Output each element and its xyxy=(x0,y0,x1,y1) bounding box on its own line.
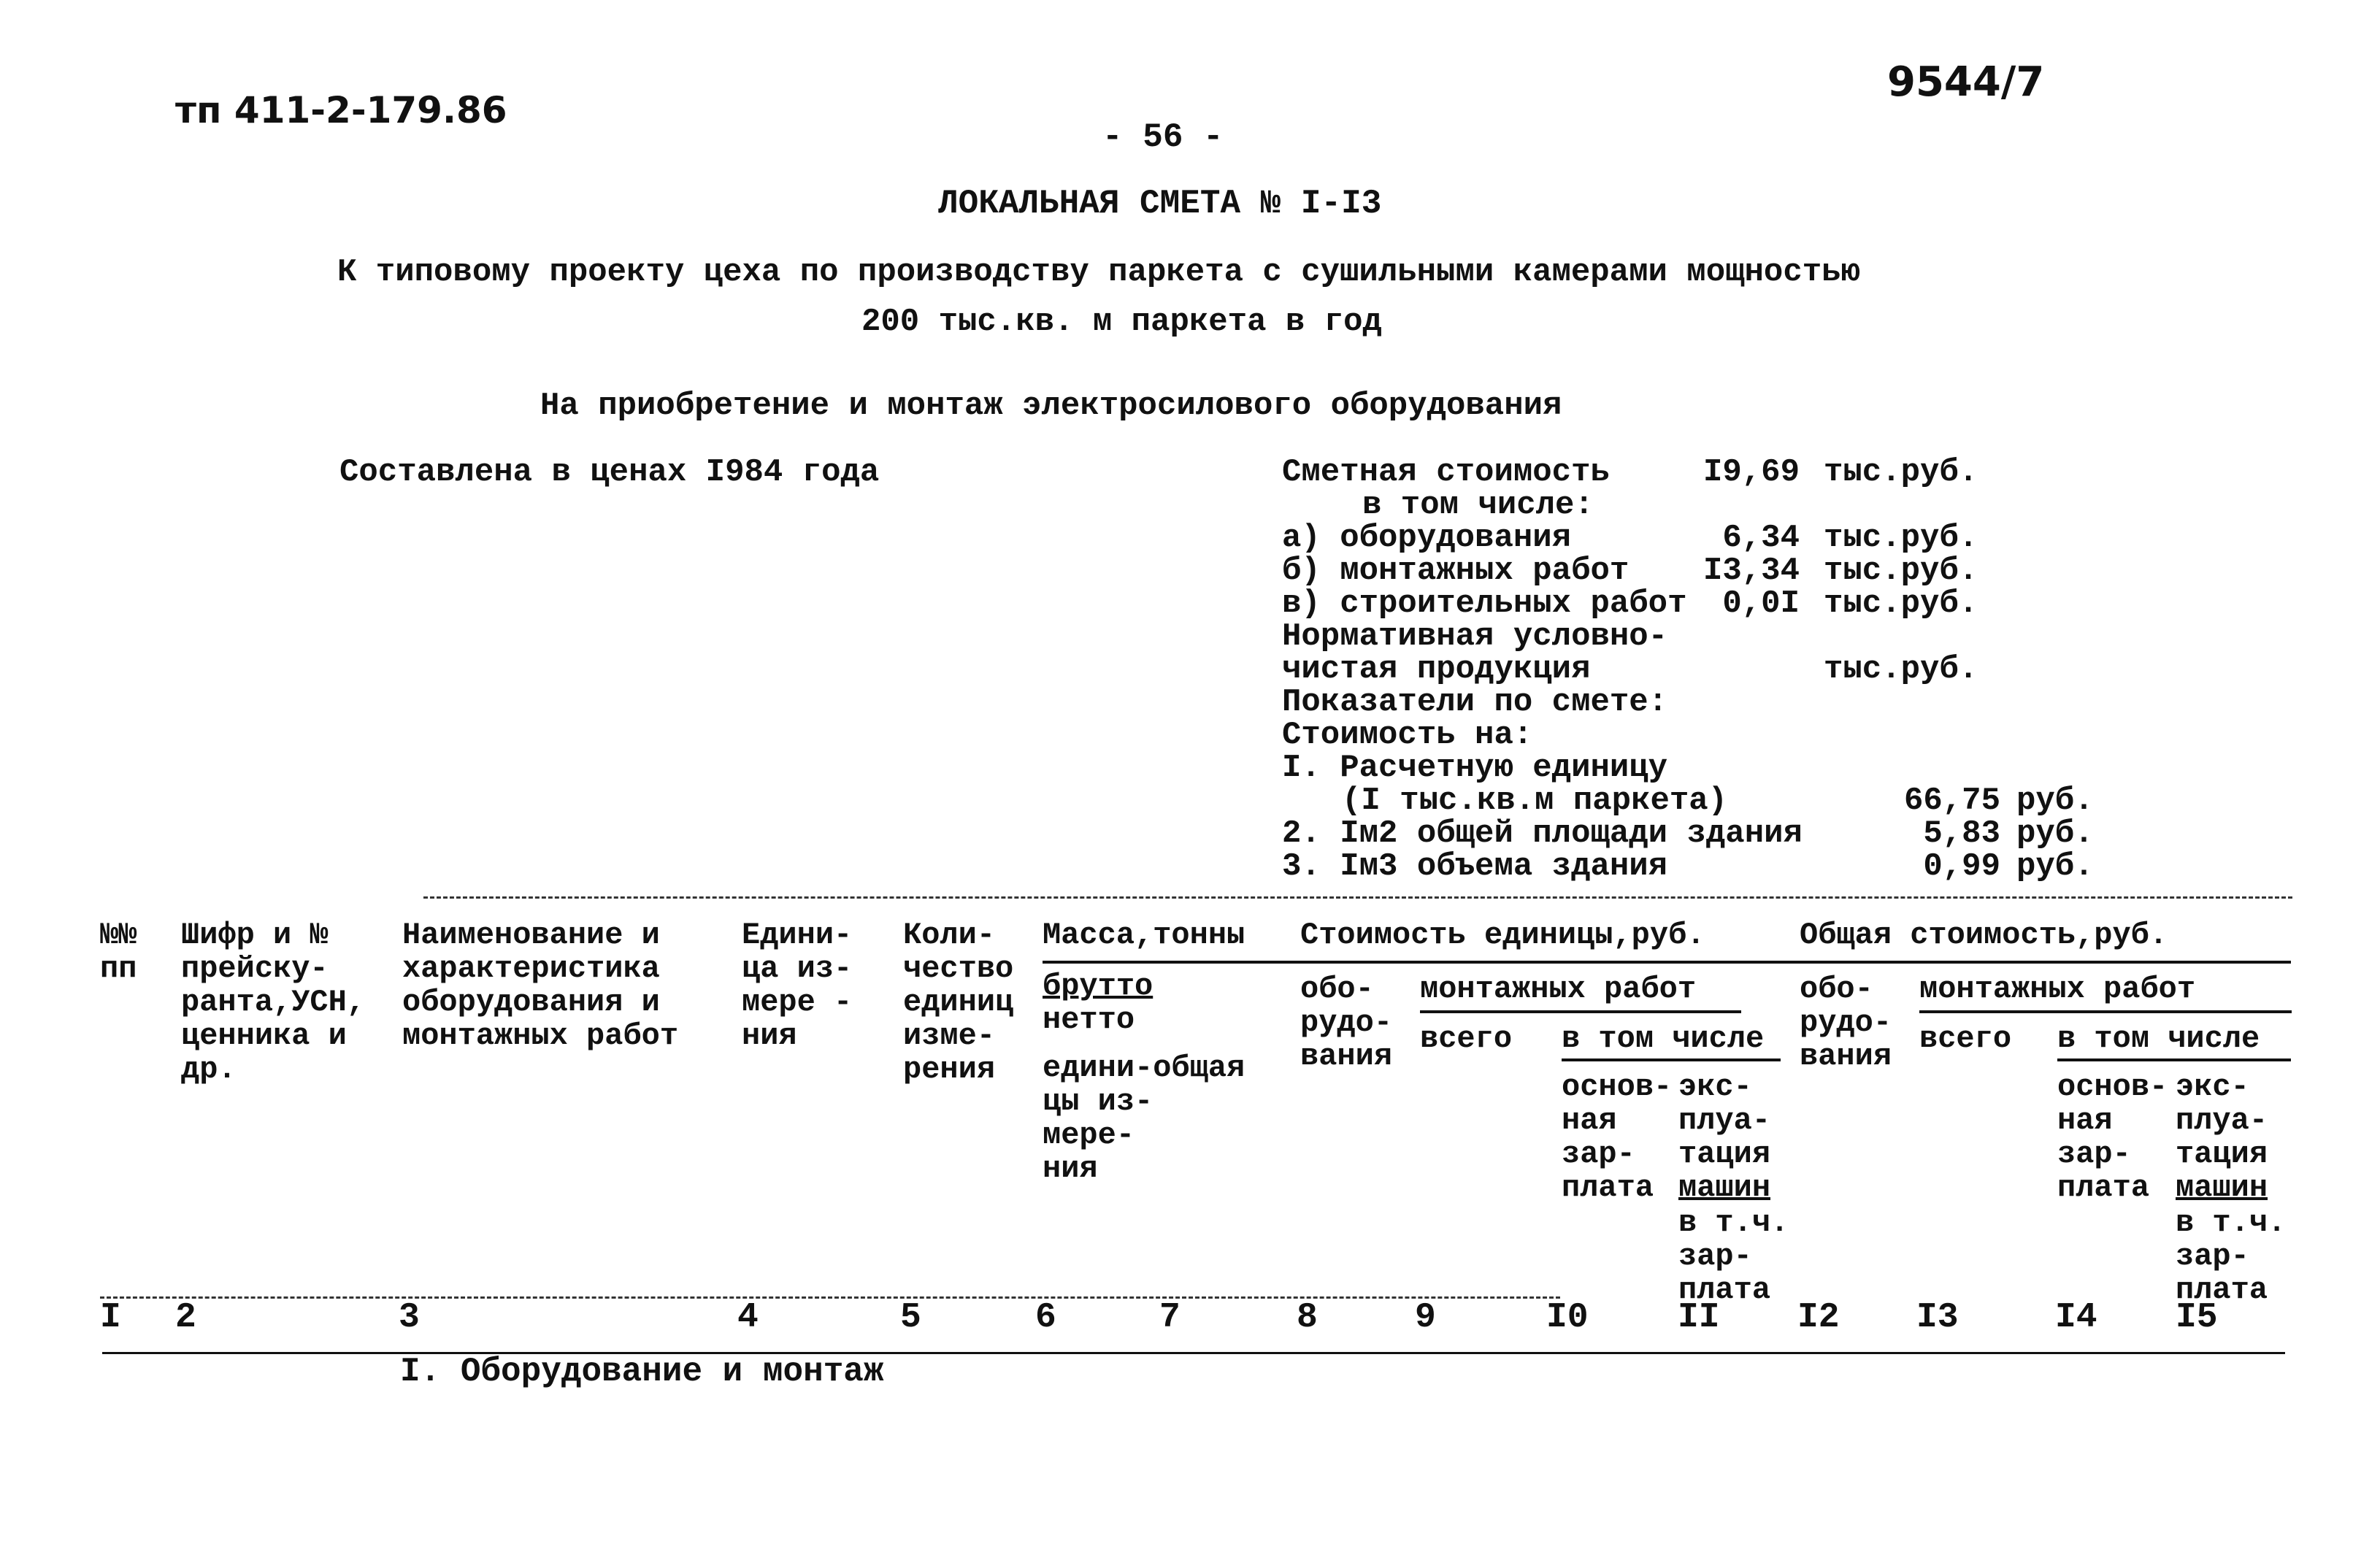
column-number: I3 xyxy=(1916,1298,1959,1337)
unit1-value: 66,75 xyxy=(1903,783,2000,819)
header-price-code: Шифр и № прейску- ранта,УСН, ценника и др. xyxy=(181,918,366,1087)
estimate-purpose: На приобретение и монтаж электросилового оборудования xyxy=(540,388,1562,424)
header-unit-installation: монтажных работ xyxy=(1420,972,1697,1007)
header-total-machines-u: машин xyxy=(2176,1170,2268,1205)
normative-label: Нормативная условно- xyxy=(1282,618,1668,655)
installation-label: б) монтажных работ xyxy=(1282,553,1629,589)
header-total-including: в том числе xyxy=(2057,1021,2260,1056)
column-number: 8 xyxy=(1297,1298,1318,1337)
header-unit-total: всего xyxy=(1420,1021,1513,1056)
header-divider xyxy=(100,1296,1560,1299)
header-unit: Едини- ца из- мере - ния xyxy=(742,918,853,1053)
header-row-number: №№ пп xyxy=(100,918,137,986)
column-number: 3 xyxy=(399,1298,420,1337)
column-number: 6 xyxy=(1035,1298,1056,1337)
column-number: I0 xyxy=(1546,1298,1589,1337)
archive-number: 9544/7 xyxy=(1887,58,2045,106)
project-code: тп 411-2-179.86 xyxy=(175,89,507,131)
header-netto: нетто xyxy=(1043,1002,1135,1037)
column-number: 5 xyxy=(900,1298,921,1337)
prices-basis: Составлена в ценах I984 года xyxy=(339,454,880,491)
header-mass-sub: едини-общая цы из- мере- ния xyxy=(1043,1050,1245,1186)
header-total-base-wage: основ- ная зар- плата xyxy=(2057,1069,2168,1205)
column-number: I5 xyxy=(2176,1298,2218,1337)
header-unit-including: в том числе xyxy=(1562,1021,1765,1056)
normative-label-2: чистая продукция xyxy=(1282,651,1591,688)
rub-label: руб. xyxy=(2016,783,2094,819)
header-total-machines-wage: в т.ч. зар- плата xyxy=(2176,1205,2287,1307)
unit-label: тыс.руб. xyxy=(1824,585,1978,622)
column-number: 9 xyxy=(1415,1298,1436,1337)
subtitle-line-1: К типовому проекту цеха по производству паркета с сушильными камерами мощностью xyxy=(337,254,1860,291)
unit-label: тыс.руб. xyxy=(1824,553,1978,589)
subtitle-line-2: 200 тыс.кв. м паркета в год xyxy=(861,304,1382,340)
column-number: I xyxy=(100,1298,121,1337)
header-unit-machines-u: машин xyxy=(1678,1170,1771,1205)
header-divider xyxy=(1919,1010,2292,1013)
unit-label: тыс.руб. xyxy=(1824,520,1978,556)
document-title: ЛОКАЛЬНАЯ СМЕТА № I-I3 xyxy=(938,185,1382,223)
column-number: I2 xyxy=(1797,1298,1840,1337)
unit1-label: I. Расчетную единицу xyxy=(1282,750,1668,786)
header-mass: Масса,тонны xyxy=(1043,918,1245,953)
installation-value: I3,34 xyxy=(1703,553,1800,589)
rub-label: руб. xyxy=(2016,815,2094,852)
cost-per-label: Стоимость на: xyxy=(1282,717,1533,753)
header-unit-equipment: обо- рудо- вания xyxy=(1300,972,1393,1074)
header-divider xyxy=(2057,1058,2291,1061)
header-brutto: брутто xyxy=(1043,969,1153,1004)
construction-value: 0,0I xyxy=(1722,585,1800,622)
header-total-machines: экс- плуа- тация xyxy=(2176,1069,2268,1172)
header-unit-machines: экс- плуа- тация xyxy=(1678,1069,1771,1172)
column-number: I4 xyxy=(2055,1298,2097,1337)
header-total-equipment: обо- рудо- вания xyxy=(1800,972,1892,1074)
equipment-label: а) оборудования xyxy=(1282,520,1572,556)
header-quantity: Коли- чество единиц изме- рения xyxy=(903,918,1014,1087)
column-number: II xyxy=(1678,1298,1720,1337)
header-name: Наименование и характеристика оборудования и монтажных работ xyxy=(402,918,679,1053)
unit3-label: 3. Iм3 объема здания xyxy=(1282,848,1668,885)
unit-label: тыс.руб. xyxy=(1824,454,1978,491)
unit2-value: 5,83 xyxy=(1923,815,2000,852)
estimated-cost-label: Сметная стоимость xyxy=(1282,454,1610,491)
section-title: I. Оборудование и монтаж xyxy=(400,1353,884,1391)
rub-label: руб. xyxy=(2016,848,2094,885)
estimated-cost-value: I9,69 xyxy=(1703,454,1800,491)
construction-label: в) строительных работ xyxy=(1282,585,1687,622)
column-number: 2 xyxy=(175,1298,196,1337)
equipment-value: 6,34 xyxy=(1722,520,1800,556)
indicators-label: Показатели по смете: xyxy=(1282,684,1668,721)
including-label: в том числе: xyxy=(1362,487,1594,523)
header-total-installation: монтажных работ xyxy=(1919,972,2196,1007)
unit3-value: 0,99 xyxy=(1923,848,2000,885)
top-divider xyxy=(423,896,2292,899)
header-divider xyxy=(1043,961,2291,964)
column-number: 7 xyxy=(1159,1298,1181,1337)
column-number: 4 xyxy=(737,1298,759,1337)
unit1-label-2: (I тыс.кв.м паркета) xyxy=(1342,783,1728,819)
page-number: - 56 - xyxy=(1102,118,1224,156)
header-unit-machines-wage: в т.ч. зар- плата xyxy=(1678,1205,1789,1307)
header-unit-base-wage: основ- ная зар- плата xyxy=(1562,1069,1673,1205)
header-divider xyxy=(1420,1010,1741,1013)
unit2-label: 2. Iм2 общей площади здания xyxy=(1282,815,1803,852)
unit-label: тыс.руб. xyxy=(1824,651,1978,688)
header-total-total: всего xyxy=(1919,1021,2012,1056)
header-unit-cost: Стоимость единицы,руб. xyxy=(1300,918,1705,953)
header-divider xyxy=(1562,1058,1781,1061)
header-total-cost: Общая стоимость,руб. xyxy=(1800,918,2168,953)
